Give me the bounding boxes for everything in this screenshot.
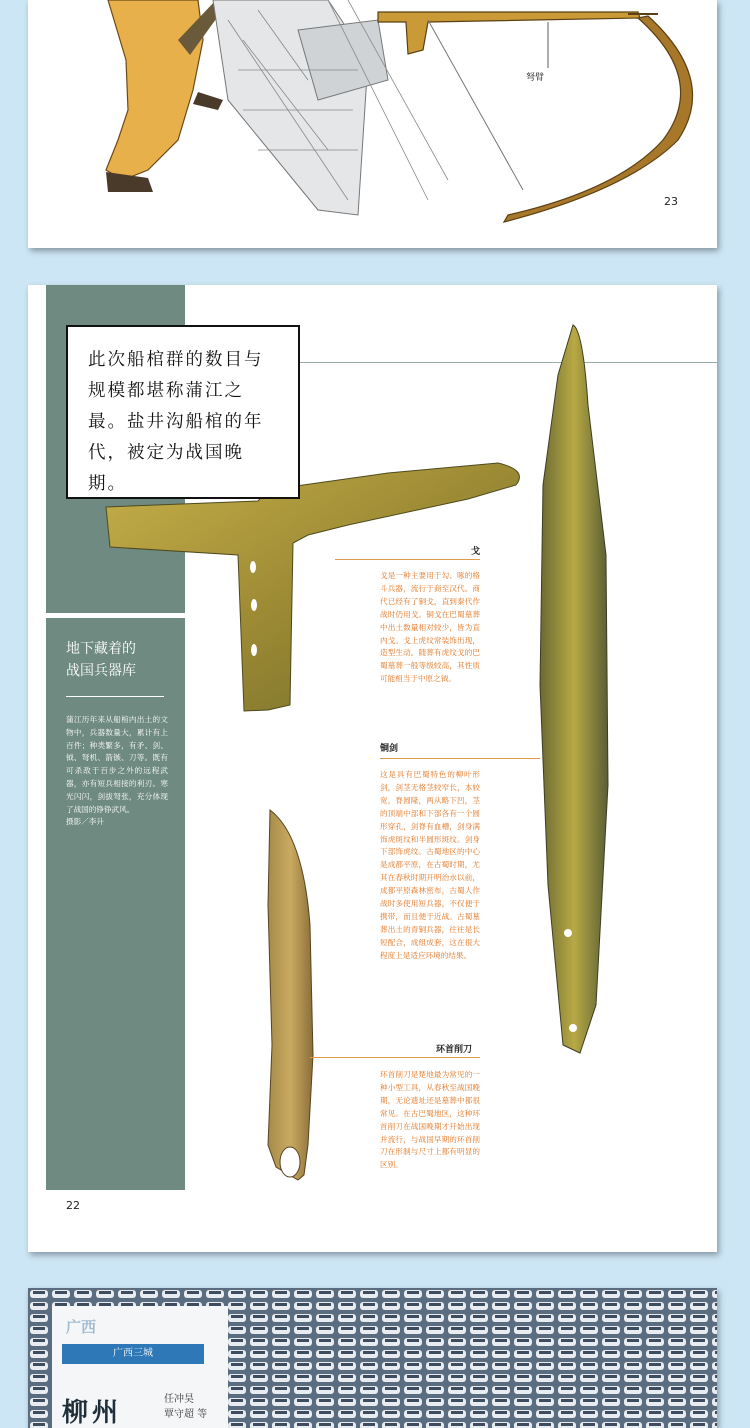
page-number: 22 — [66, 1199, 80, 1212]
ring-pommel-knife — [268, 810, 313, 1180]
crossbow-arm-label: 弩臂 — [526, 73, 545, 83]
photo-credit: 摄影／李升 — [66, 817, 104, 827]
page-22 — [28, 285, 717, 1252]
sword-description: 这是具有巴蜀特色的柳叶形剑，剑茎无格茎较窄长，本较宽，脊圆隆，两从略下凹，茎的顶端中部和下部各有一个圆形穿孔，剑脊有血槽，剑身满饰虎斑纹和半圆形斑纹。剑身下部饰虎纹。古蜀地区的中心是成都平原，在古蜀时期，尤其在春秋时期开明治水以前，成都平原森林密布，古蜀人作战时多使用短兵器，不仅便于携带，而且便于近战。古蜀墓葬出土的青铜兵器，往往是长短配合，成组成套，这在很大程度上是适应环境的结果。 — [380, 770, 480, 960]
sword-label-rule — [380, 758, 540, 759]
ge-label-rule — [335, 559, 480, 560]
cover-panel — [52, 1306, 228, 1428]
crossbow-illustration — [28, 0, 717, 248]
series-logo: 广西 — [66, 1318, 97, 1336]
ge-description: 戈是一种主要用于勾、啄的格斗兵器，流行于商至汉代。商代已经有了铜戈，直到秦代作战时仍用戈。铜戈在巴蜀墓葬中出土数量相对较少，皆为直内戈。戈上虎纹常装饰出现，造型生动。随葬有虎纹戈的巴蜀墓葬一般等级较高，其性质可能相当于中原之钺。 — [380, 571, 480, 684]
book-title: 柳州 — [62, 1398, 123, 1428]
page-23 — [28, 0, 717, 248]
sword-label: 铜剑 — [380, 744, 399, 754]
pull-quote: 此次船棺群的数目与规模都堪称蒲江之最。盐井沟船棺的年代，被定为战国晚期。 — [66, 325, 300, 499]
ge-label: 戈 — [471, 547, 481, 557]
book-cover — [28, 1288, 717, 1428]
book-authors — [164, 1392, 207, 1422]
sidebar-title-line2: 战国兵器库 — [66, 663, 136, 679]
author-line1: 任冲昊 — [164, 1394, 194, 1405]
series-tag: 广西三城 — [62, 1344, 204, 1364]
author-line2: 覃守超 等 — [164, 1409, 208, 1420]
sidebar-title-line1: 地下藏着的 — [66, 641, 136, 657]
knife-label: 环首削刀 — [436, 1045, 473, 1055]
bronze-sword — [540, 325, 608, 1053]
sidebar-body-text: 蒲江历年来从船棺内出土的文物中，兵器数量大，累计有上百件；种类繁多，有矛、剑、钺、弩机、箭镞、刀等。既有可杀敌于百步之外的远程武器，亦有短兵相接的利刃。寒光闪闪，剑拔弩张，充分体现了战国的铮铮武风。 — [66, 715, 168, 814]
knife-description: 环首削刀是楚地最为常见的一种小型工具，从春秋至战国晚期，无论遗址还是墓葬中都很常见。在古巴蜀地区，这种环首削刀在战国晚期才开始出现并流行，与战国早期的环首削刀在形制与尺寸上都有明显的区别。 — [380, 1070, 480, 1170]
knife-label-rule — [310, 1057, 480, 1058]
page-number: 23 — [664, 195, 678, 208]
